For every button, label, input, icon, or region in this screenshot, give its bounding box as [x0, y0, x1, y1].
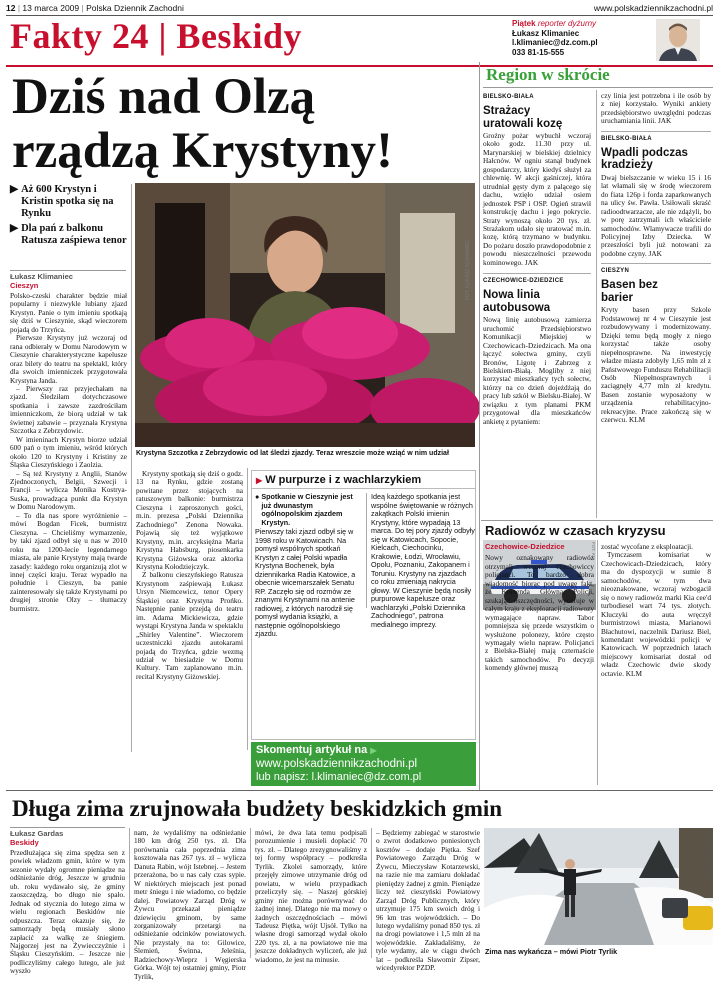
comment-box-url[interactable]: www.polskadziennikzachodni.pl: [256, 757, 418, 770]
bottom-column-2: [134, 828, 246, 981]
winter-photo: [484, 828, 713, 945]
lead-author: Łukasz Klimaniec: [10, 272, 73, 281]
bottom-column-4: [376, 828, 480, 973]
brief-place: CZECHOWICE-DZIEDZICE: [483, 278, 564, 285]
sidebar-box-text-1: Pierwszy taki zjazd odbył się w 1998 roku w Katowicach. Na pomysł wspólnych spotkań Krystyn z całej Polski wpadła Krystyna Bochenek, była dziennikarka Radia Katowice, a obecnie wicemarszałek Senatu RP. Zaczęło się od rozmów ze znanymi Krystynami na antenie radiowej, z których narodził się pomysł wydania książki, a następnie ogólnopolskiego zjazdu.: [255, 527, 356, 638]
brief-text: Nową linię autobusową zamierza uruchomić Przedsiębiorstwo Komunikacji Miejskiej w Czechowicach-Dziedzicach. Ma ona łączyć sołectwa gminy, czyli Bronów, Ligotę i Zabrzeg z Bielskiem-Białą. Mogliby z niej korzystać mieszkańcy tych sołectw, którzy na co dzień dojeżdżają do pracy lub szkół w Bielsku-Białej. W związku z tym planami PKM przygotował dla mieszkańców ankietę z pytaniem:: [483, 315, 591, 426]
duty-name: Łukasz Klimaniec: [512, 28, 580, 38]
issue-date: 13 marca 2009: [22, 3, 80, 13]
bottom-column-1: [10, 848, 125, 976]
lead-paragraph: Z balkonu cieszyńskiego Ratusza Krystynom zaśpiewają Łukasz Ursyn Niemcewicz, tenor Opery Śląskiej oraz Krystyna Prońko. Następnie panie przejdą do teatru im. Adama Mickiewicza, gdzie wystąpi Krystyna Janda w spektaklu „Shirley Valentine”. Wieczorem uczestniczki zjazdu autokarami pojadą do Trzyńca, gdzie wezmą udział w biesiadzie w Domu Kultury. Tam zaplanowano m.in. recital Krystyny Giżowskiej.: [136, 570, 243, 681]
comment-box-prefix: Skomentuj artykuł na: [256, 744, 368, 756]
bottom-headline: Długa zima zrujnowała budżety beskidzkich gmin: [12, 796, 503, 821]
bottom-author: Łukasz Gardas: [10, 829, 64, 838]
brief-text: Kryty basen przy Szkole Podstawowej nr 4 w Cieszynie jest rozbudowywany i modernizowany. Dzięki temu będą mogły z niego korzystać także osoby niepełnosprawne. Na inwestycję władze miasta zdobyły 1,65 mln zł z Państwowego Funduszu Rehabilitacji Osób Niepełnosprawnych i zaciągnęły 4,77 mln zł kredytu. Basen zostanie wyposażony w urządzenia rehabilitacyjno-rekreacyjne. Prace zakończą się w czerwcu. KLM: [601, 305, 711, 425]
radiowoz-column-1: [485, 543, 594, 783]
lead-paragraph: Krystyny spotkają się dziś o godz. 13 na Rynku, gdzie zostaną powitane przez stojących na ratuszowym balkonie: burmistrza Cieszyna i zaproszonych gości, m.in. prezesa „Polski Dziennika Zachodniego” Zenona Nowaka. Pojawią się też wyjątkowe Krystyny, m.in. arcyksiężna Maria Krystyna Habsburg, piosenkarka Krystyna Giżowska oraz aktorka Krystyna Kołodziejczyk.: [136, 469, 243, 571]
sidebar-box: [251, 470, 476, 740]
duty-email[interactable]: l.klimaniec@dz.com.pl: [512, 38, 598, 48]
brief-headline: Strażacy uratowali kozę: [483, 105, 563, 130]
triangle-bullet-icon: ▶: [10, 223, 19, 234]
bottom-column-3: [255, 828, 367, 964]
comment-box-email[interactable]: lub napisz: l.klimaniec@dz.com.pl: [256, 770, 422, 783]
lead-paragraph: – To dla nas spore wyróżnienie – mówi Bogdan Ficek, burmistrz Cieszyna. – Chcieliśmy wymarzenie, by taki zjazd odbył się u nas w 2010 roku na 1200-lecie legendarnego miasta, ale panie Krystyny mają twarde zasady: każdego roku organizują zlot w innej części kraju. Teraz wypadło na południe i Cieszyn, ba panie zainteresowały się także Krystynami po drugiej stronie Olzy – tłumaczy burmistrz.: [10, 510, 127, 613]
bullet-dot-icon: ●: [255, 492, 260, 501]
brief-place: BIELSKO-BIAŁA: [483, 94, 534, 100]
sidebar-box-lead: Spotkanie w Cieszynie jest już dwunastym ogólnopolskim zjazdem Krystyn.: [261, 492, 353, 527]
brief-place: BIELSKO-BIAŁA: [601, 135, 652, 142]
lead-photo: [135, 183, 475, 447]
brief-headline: Nowa linia autobusowa: [483, 289, 551, 314]
duty-role: reporter dyżurny: [537, 19, 597, 28]
radiowoz-text-1: Nowy oznakowany radiowóz otrzymali wczoraj czechowiccy policjanci. To bardzo dobra wiadomość biorąc pod uwagę fakt, że Komenda Główna Policji, szukając oszczędności, wycofuje w całym kraju z eksploatacji radiowozy wymagające napraw. Tabor pomniejsza się przede wszystkim o wysłużone polonezy, które często wymagały wielu napraw. Policjanci z Bielska-Białej mają czternaście takich samochodów. Po decyzji komendy głównej muszą: [485, 553, 595, 673]
lead-headline: [12, 70, 472, 178]
radiowoz-text-2: zostać wycofane z eksploatacji.: [601, 542, 693, 551]
page-header: 12 | 13 marca 2009 | Polska Dziennik Zachodni www.polskadziennikzachodni.pl: [6, 3, 713, 13]
bottom-text-3: mówi, że dwa lata temu podpisali porozumienie i musieli dopłacić 70 tys. zł. – Dlatego zrezygnowaliśmy z tej formy współpracy – podkreśla Tyrlik. Zkolei samorządy, które przejęły zimowe utrzymanie dróg od powiatu, w wielu przypadkach przeliczyły się. – Naszej górskiej gminy nie można porównywać do żadnej innej. Dlatego nie ma mowy o żadnych oszczędnościach – mówi Tadeusz Piętka, wójt Ujsół. Tylko na własne drogi samorząd wydał około 220 tys. zł, a na powiatowe nie ma jeszcze dokładnych wyliczeń, ale już wiadomo, że jest na minusie.: [255, 828, 367, 964]
sidebar-box-header: ▶ W purpurze i z wachlarzykiem: [252, 471, 475, 489]
brief-headline: Basen bez barier: [601, 279, 658, 304]
region-column-a: [483, 92, 591, 522]
duty-reporter: [512, 19, 652, 57]
lead-column-1: [10, 292, 127, 748]
duty-phone: 033 81-15-555: [512, 47, 565, 57]
region-column-b: [601, 92, 711, 520]
lead-paragraph: – Są też Krystyny z Anglii, Stanów Zjednoczonych, Belgii, Szwecji i Francji – wylicza Monika Kostrya-Suska, prowadząca punkt dla Krystyn w Domu Narodowym.: [10, 468, 127, 512]
lead-location: Cieszyn: [10, 281, 39, 290]
lead-paragraph: W imieninach Krystyn biorze udział 600 pań o tym imieniu, wśród których około 120 to Krystyny i Kristiny ze Śląska Cieszyńskiego i Zaolzia.: [10, 434, 127, 470]
brief-text: Groźny pożar wybuchł wczoraj około godz. 11.30 przy ul. Marynarskiej w bielskiej dzielnicy Hałcnów. W ogniu stanął budynek gospodarczy, który kiedyś służył za chlewnię. W akcji gaśniczej, która utrudniał gęsty dym z palącego się dachu, wzięło udział osiem jednostek PSP i OSP. Ogień strawił konstrukcję dachu i jego pokrycie. Straty wynoszą około 20 tys. zł. Strażakom udało się uratować m.in. kozę, którą trzymano w budynku. Do pożaru doszło prawdopodobnie z powodu nieszczelności przewodu kominowego. JAK: [483, 131, 591, 267]
page-number: 12: [6, 3, 16, 13]
site-url: www.polskadziennikzachodni.pl: [593, 3, 713, 13]
brief-text: Dwaj bielszczanie w wieku 15 i 16 lat włamali się w środę wieczorem do fiata 126p i forda zaparkowanych na ulicy św. Pawła. Usiłowali skraść radioodtwarzacze, ale nie zdążyli, bo w porę zatrzymali ich właściciele samochodów. Wlamywacze trafili do Policyjnej Izby Dziecka. W przeszłości byli już notowani za podobne czyny. JAK: [601, 172, 711, 258]
triangle-bullet-icon: ▶: [256, 476, 263, 485]
lead-paragraph: Pierwsze Krystyny już wczoraj od rana odbierały w Domu Narodowym w Cieszynie charakterystyczne kapelusze oraz bilety do teatru na spektakl, który dla swoich imienniczek przygotowała Krystyna Janda.: [10, 333, 127, 385]
brief-place: CIESZYN: [601, 268, 630, 275]
winter-photo-credit: FOT. ŁUKASZ GARDAS: [706, 830, 711, 879]
radiowoz-headline: Radiowóz w czasach kryzysu: [485, 523, 666, 538]
chevron-right-icon: ▶: [370, 746, 377, 755]
bottom-text-4: – Będziemy zabiegać w starostwie o zwrot dodatkowo poniesionych kosztów – dodaje Piętka. Szef Powiatowego Zarządu Dróg w Żywcu, Mieczysław Kotarzewski, na razie nie ma zamiaru dokładać pieniędzy żadnej z gmin. Pieniądze liczy też cieszyński Powiatowy Zarząd Dróg Publicznych, który utrzymuje 175 km swoich dróg i 96 km tras wojewódzkich. – Do lutego wydaliśmy ponad 850 tys. zł na drogi powiatowe i 1,5 mln zł na wojewódzkie. Zakładaliśmy, że tyle wydamy, ale w ciągu dwóch lat – podkreśla Sławomir Zipser, wicedyrektor PZDP.: [376, 828, 480, 973]
police-car-photo-credit: FOT. KIA: [591, 542, 596, 561]
sidebar-box-text-2: Ideą każdego spotkania jest wspólne świętowanie w różnych zakątkach Polski imienin Krystyny, które wypadają 13 marca. Do tej pory zjazdy odbyły się w Katowicach, Sopocie, Kielcach, Ciechocinku, Krakowie, Łodzi, Wrocławiu, Opolu, Poznaniu, Zakopanem i Toruniu. Krystyny na zjazdach co roku zmieniają nakrycia głowy. W Cieszynie będą nosiły purpurowe kapelusze oraz wachlarzyki „Polski Dziennika Zachodniego”, patrona medialnego imprezy.: [371, 492, 475, 629]
lead-bullet-2: ▶ Dla pań z balkonu Ratusza zaśpiewa tenor: [10, 223, 127, 246]
radiowoz-column-2: [601, 543, 711, 783]
lead-column-2: [136, 470, 243, 750]
bottom-text-1: Przedłużająca się zima spędza sen z powiek władzom gmin, które w tym sezonie wydały ogromne pieniądze na odśnieżanie dróg. Jeszcze w grudniu ub. roku wydawało się, że gminy zaoszczędzą, bo długo nie spało. Jednak od stycznia do lutego zima w wielu regionach Beskidów nie odpuszcza. Teraz okazuje się, że samorządy będą musiały słono zapłacić za walkę ze śniegiem. Najgorzej jest na Żywiecczyźnie i Śląsku Cieszyńskim. – Jeszcze nie podliczyliśmy całego lutego, ale już wyszło: [10, 848, 125, 976]
brief-text: czy linia jest potrzebna i ile osób by z niej korzystało. Wyniki ankiety przedsiębiorstwo uwzględni podczas uruchamiania linii. JAK: [601, 91, 711, 126]
lead-headline-line2: rządzą Krystyny!: [12, 123, 394, 179]
reporter-portrait: [656, 19, 700, 61]
lead-bullets: [10, 184, 128, 247]
lead-paragraph: – Pierwszy raz przyjechałam na zjazd. Śledziłam dotychczasowe spotkania i zawsze zazdrościłam imienniczkom, że biorą udział w tak świetnej zabawie – przyznała Krystyna Szczotka z Zebrzydowic.: [10, 383, 127, 436]
comment-box[interactable]: [251, 742, 476, 786]
lead-headline-line1: Dziś nad Olzą: [12, 69, 316, 125]
radiowoz-text-3: Tymczasem komisariat w Czechowicach-Dziedzicach, który ma do dyspozycji w sumie 8 samochodów, w tym dwa nieoznakowane, wczoraj wzbogacił się o nowy radiowóz marki Kia cee'd turbodiesel wart 74 tys. złotych. Kluczyki do auta wręczył burmistrzowi miasta, Marianowi Błachutowi, naczelnik Dariusz Biel, komendant wojewódzki policji w Katowicach. W poprzednich latach miejscowy komisariat dostał od władz Czechowic dwie skody octavie. KLM: [601, 550, 711, 678]
winter-photo-caption: Zima nas wykańcza – mówi Piotr Tyrlik: [485, 947, 618, 956]
bottom-location: Beskidy: [10, 838, 39, 847]
duty-day: Piątek: [512, 19, 536, 28]
bottom-text-2: nam, że wydaliśmy na odśnieżanie 180 km dróg 250 tys. zł. Dla porównania cała poprzednia zima kosztowała nas 267 tys. zł – wylicza Danuta Rabin, wójt Istebnej. – Jestem przerażona, bo u nas cały czas sypie. W niektórych miejscach jest ponad metr śniegu i nie wiadomo, co będzie dalej. Powiatowy Zarząd Dróg w Żywcu przekazał pieniądze dziewięciu gminom, by same zorganizowały przetargi na odśnieżanie odcinków powiatowych. Nie przystały na to: Gilowice, Ślemień, Świnna, Jeleśnia, Radziechowy-Wieprz i Węgierska Górka. Wójt tej ostatniej gminy, Piotr Tyrlik,: [134, 828, 246, 981]
region-header: Region w skrócie: [483, 64, 713, 88]
section-title: Fakty 24 | Beskidy: [10, 16, 302, 56]
brief-headline: Wpadli podczas kradzieży: [601, 146, 688, 172]
lead-bullet-1: ▶ Aż 600 Krystyn i Kristin spotka się na Rynku: [10, 184, 114, 219]
triangle-bullet-icon: ▶: [10, 184, 19, 195]
lead-paragraph: Polsko-czeski charakter będzie miał popularny i niezwykle lubiany zjazd Krystyn. Panie o tym imieniu spotkają się dziś w Cieszynie, skąd wieczorem pojadą do Trzyńca.: [10, 291, 127, 334]
radiowoz-location-label: Czechowice-Dziedzice: [485, 542, 565, 551]
paper-name: Polska Dziennik Zachodni: [86, 3, 184, 13]
lead-photo-caption: Krystyna Szczotka z Zebrzydowic od lat śledzi zjazdy. Teraz wreszcie może wziąć w nim udział: [136, 450, 449, 457]
lead-photo-credit: FOT. ŁUKASZ KLIMANIEC: [465, 239, 471, 300]
